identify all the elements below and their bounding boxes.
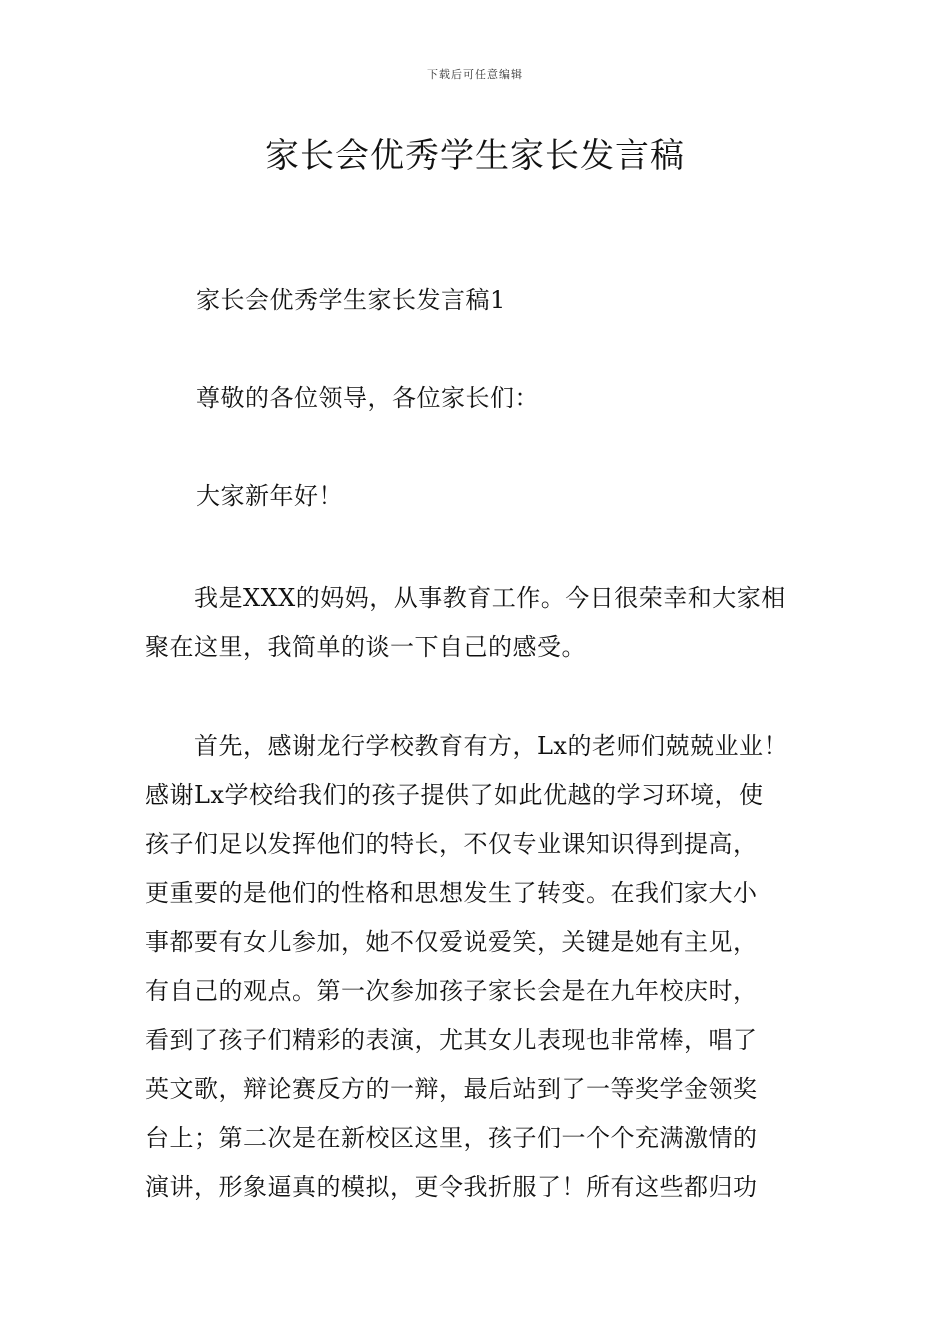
paragraph-line: 感谢Lx学校给我们的孩子提供了如此优越的学习环境，使 xyxy=(145,781,764,809)
paragraph-line: 大家新年好！ xyxy=(196,482,343,510)
paragraph-line: 英文歌，辩论赛反方的一辩，最后站到了一等奖学金领奖 xyxy=(145,1075,758,1103)
paragraph-subtitle xyxy=(196,276,876,325)
paragraph-line: 首先，感谢龙行学校教育有方，Lx的老师们兢兢业业！ xyxy=(145,732,788,760)
paragraph-line: 演讲，形象逼真的模拟，更令我折服了！所有这些都归功 xyxy=(145,1173,758,1201)
paragraph-line: 事都要有女儿参加，她不仅爱说爱笑，关键是她有主见， xyxy=(145,928,758,956)
paragraph-line: 看到了孩子们精彩的表演，尤其女儿表现也非常棒，唱了 xyxy=(145,1026,758,1054)
paragraph-line: 尊敬的各位领导，各位家长们： xyxy=(196,384,539,412)
paragraph-salutation xyxy=(196,374,876,423)
paragraph-greeting xyxy=(196,472,876,521)
paragraph-introduction xyxy=(145,574,825,672)
paragraph-line: 聚在这里，我简单的谈一下自己的感受。 xyxy=(145,633,586,661)
header-note: 下载后可任意编辑 xyxy=(427,68,523,81)
paragraph-line: 我是XXX的妈妈，从事教育工作。今日很荣幸和大家相 xyxy=(145,584,786,612)
document-title: 家长会优秀学生家长发言稿 xyxy=(265,136,685,176)
paragraph-line: 更重要的是他们的性格和思想发生了转变。在我们家大小 xyxy=(145,879,758,907)
paragraph-line: 孩子们足以发挥他们的特长，不仅专业课知识得到提高， xyxy=(145,830,758,858)
paragraph-line: 有自己的观点。第一次参加孩子家长会是在九年校庆时， xyxy=(145,977,758,1005)
paragraph-line: 家长会优秀学生家长发言稿1 xyxy=(196,286,506,314)
paragraph-line: 台上；第二次是在新校区这里，孩子们一个个充满激情的 xyxy=(145,1124,758,1152)
paragraph-thanks xyxy=(145,722,825,1212)
